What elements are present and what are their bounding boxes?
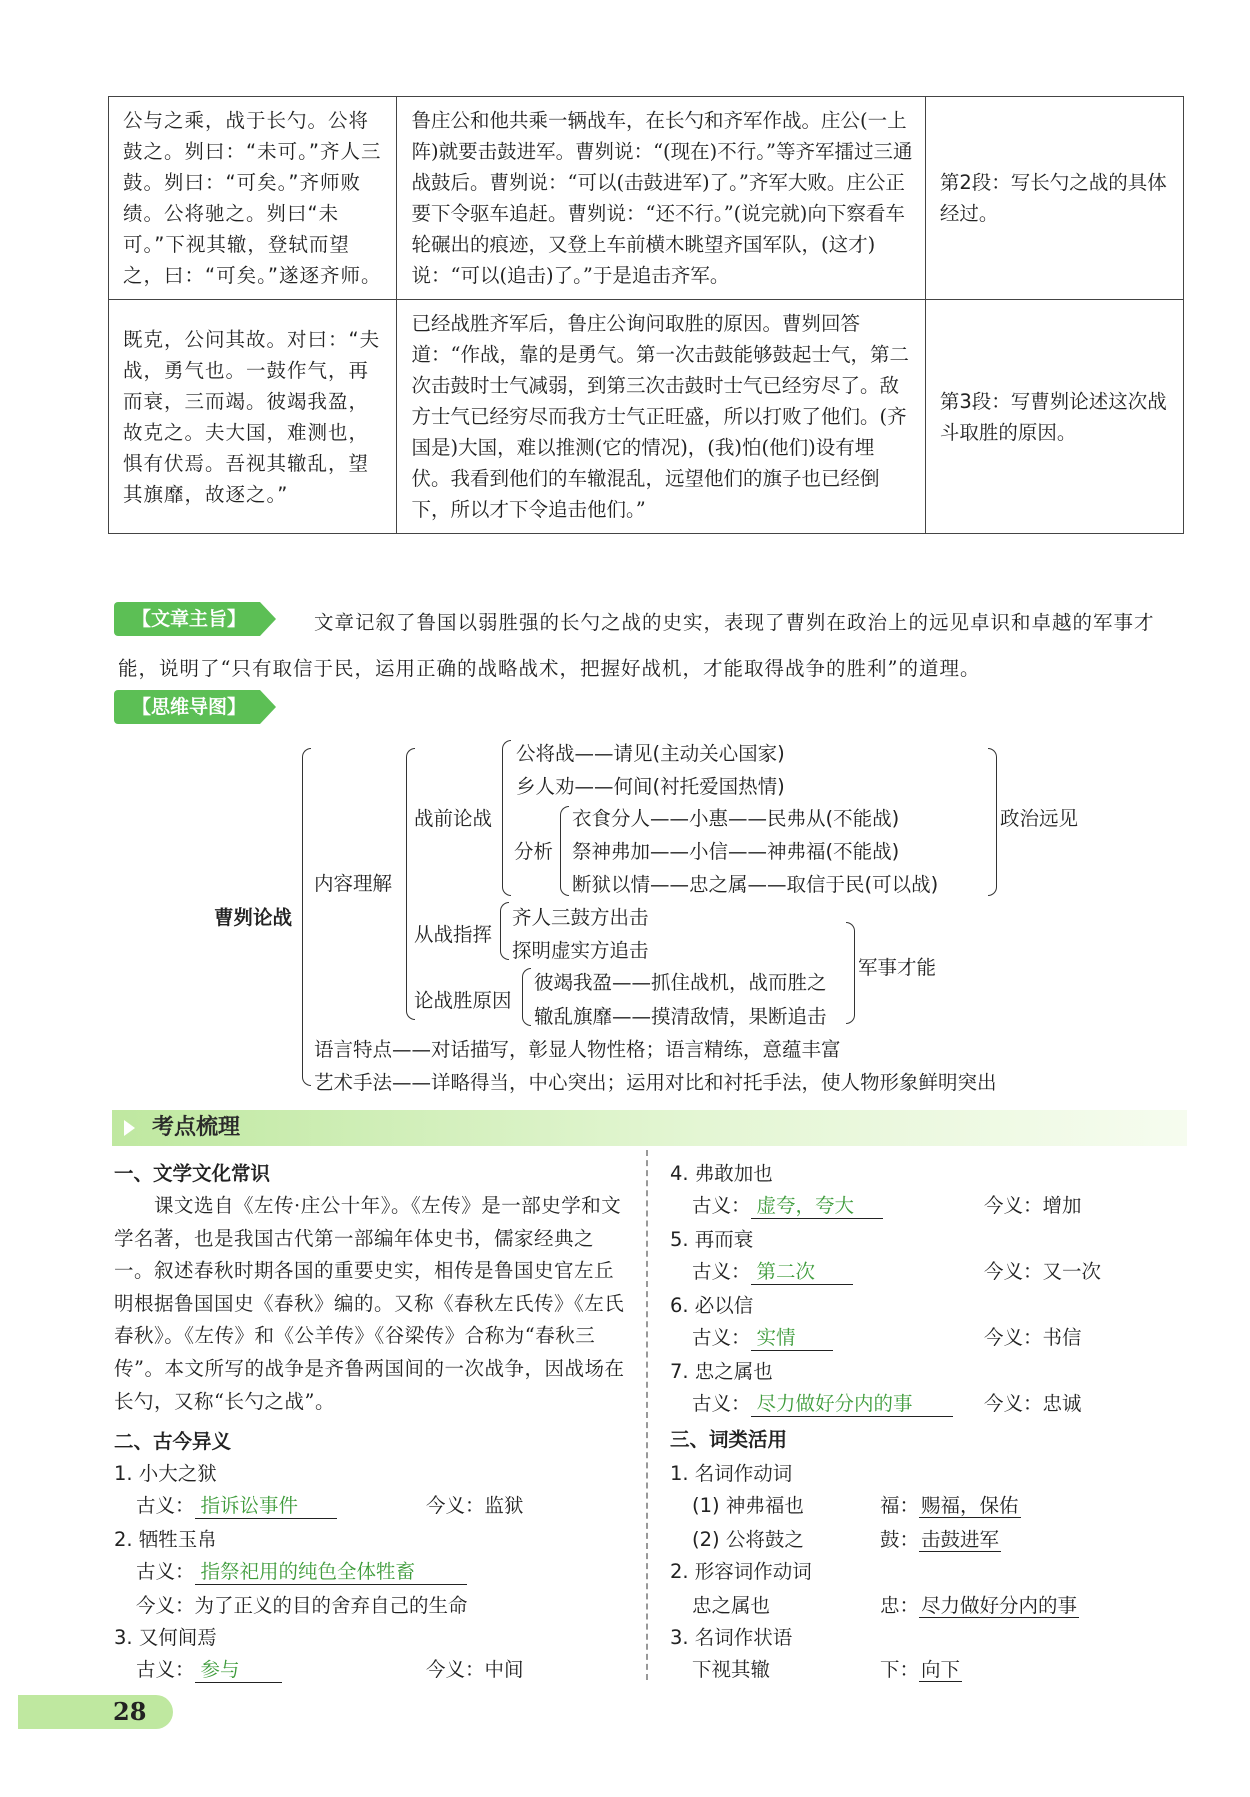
section-header (112, 1110, 1187, 1146)
mindmap-language: 语言特点——对话描写，彰显人物性格；语言精练，意蕴丰富 (314, 1038, 841, 1061)
answer: 尽力做好分内的事 (921, 1594, 1078, 1617)
label: 忠： (880, 1594, 920, 1617)
bracket (502, 740, 511, 896)
example: (2) 公将鼓之 (692, 1528, 804, 1551)
table-row (109, 300, 1184, 534)
mindmap-a2: 祭神弗加——小信——神弗福(不能战) (572, 840, 900, 863)
label: 下： (880, 1658, 920, 1681)
mindmap-a3: 断狱以情——忠之属——取信于民(可以战) (572, 873, 939, 896)
theme-tag: 【文章主旨】 (114, 602, 260, 636)
mindmap-r2: 辙乱旗靡——摸清敌情，果断追击 (534, 1005, 827, 1028)
new-meaning: 今义：监狱 (426, 1494, 524, 1517)
old-meaning (692, 1256, 853, 1285)
page-number-tab (18, 1695, 173, 1729)
bracket (500, 902, 509, 960)
example: (1) 神弗福也 (692, 1494, 804, 1517)
answer: 参与 (195, 1654, 282, 1683)
example: 忠之属也 (692, 1594, 771, 1617)
item-title: 4. 弗敢加也 (670, 1162, 773, 1185)
old-meaning (136, 1490, 337, 1519)
old-meaning (692, 1388, 953, 1417)
answer: 第二次 (751, 1256, 853, 1285)
original-text-cell: 公与之乘，战于长勺。公将鼓之。刿曰：“未可。”齐人三鼓。刿曰：“可矣。”齐师败绩。公将驰之。刿曰“未可。”下视其辙，登轼而望之，曰：“可矣。”遂逐齐师。 (109, 97, 397, 300)
new-meaning: 今义：又一次 (984, 1260, 1102, 1283)
bracket (406, 748, 415, 1020)
label: 古义： (692, 1260, 751, 1283)
answer: 尽力做好分内的事 (751, 1388, 953, 1417)
mindmap-command-node: 从战指挥 (414, 923, 493, 946)
translation-cell: 鲁庄公和他共乘一辆战车，在长勺和齐军作战。庄公(一上阵)就要击鼓进军。曹刿说：“(现在)不行。”等齐军擂过三通战鼓后。曹刿说：“可以(击鼓进军)了。”齐军大败。庄公正要下令驱车追赶。曹刿说：“还不行。”(说完就)向下察看车轮碾出的痕迹，又登上车前横木眺望齐国军队，(这才)说：“可以(追击)了。”于是追击齐军。 (397, 97, 925, 300)
page-number: 28 (113, 1697, 147, 1726)
new-meaning: 今义：忠诚 (984, 1392, 1082, 1415)
section-title: 考点梳理 (152, 1115, 241, 1140)
label: 古义： (136, 1658, 195, 1681)
paragraph-note-cell: 第3段：写曹刿论述这次战斗取胜的原因。 (925, 300, 1183, 534)
label: 古义： (136, 1494, 195, 1517)
mindmap-before-node: 战前论战 (414, 807, 493, 830)
mindmap-a1: 衣食分人——小惠——民弗从(不能战) (572, 807, 900, 830)
item-title: 1. 名词作动词 (670, 1462, 793, 1485)
table-row (109, 97, 1184, 300)
answer: 虚夸，夸大 (751, 1190, 883, 1219)
usage-answer (880, 1524, 1001, 1552)
bracket (522, 968, 531, 1026)
mindmap-reason-node: 论战胜原因 (414, 989, 512, 1012)
bracket (560, 806, 569, 896)
new-meaning: 今义：书信 (984, 1326, 1082, 1349)
answer: 指祭祀用的纯色全体牲畜 (195, 1556, 467, 1585)
column-divider (646, 1150, 648, 1680)
mindmap-b2: 乡人劝——何间(衬托爱国热情) (516, 775, 785, 798)
old-meaning (692, 1322, 833, 1351)
item-title: 2. 形容词作动词 (670, 1560, 812, 1583)
item-title: 2. 牺牲玉帛 (114, 1528, 217, 1551)
label: 古义： (692, 1392, 751, 1415)
mindmap-content-node: 内容理解 (314, 872, 393, 895)
usage-answer (880, 1490, 1021, 1518)
new-meaning: 今义：增加 (984, 1194, 1082, 1217)
mindmap-b1: 公将战——请见(主动关心国家) (516, 742, 785, 765)
item-title: 3. 又何间焉 (114, 1626, 217, 1649)
bracket (302, 748, 311, 1086)
mindmap-r1: 彼竭我盈——抓住战机，战而胜之 (534, 971, 827, 994)
culture-paragraph: 课文选自《左传·庄公十年》。《左传》是一部史学和文学名著，也是我国古代第一部编年体史书，儒家经典之一。叙述春秋时期各国的重要史实，相传是鲁国史官左丘明根据鲁国国史《春秋》编的。又称《春秋左氏传》《左氏春秋》。《左传》和《公羊传》《谷梁传》合称为“春秋三传”。本文所写的战争是齐鲁两国间的一次战争，因战场在长勺，又称“长勺之战”。 (114, 1194, 625, 1413)
new-meaning: 今义：中间 (426, 1658, 524, 1681)
heading-ancient-modern: 二、古今异义 (114, 1430, 232, 1453)
mindmap-c2: 探明虚实方追击 (512, 939, 649, 962)
item-title: 1. 小大之狱 (114, 1462, 217, 1485)
item-title: 6. 必以信 (670, 1294, 754, 1317)
bracket (846, 922, 855, 1024)
theme-text: 文章记叙了鲁国以弱胜强的长勺之战的史实，表现了曹刿在政治上的远见卓识和卓越的军事才能，说明了“只有取信于民，运用正确的战略战术，把握好战机，才能取得战争的胜利”的道理。 (118, 611, 1155, 680)
answer: 指诉讼事件 (195, 1490, 337, 1519)
translation-cell: 已经战胜齐军后，鲁庄公询问取胜的原因。曹刿回答道：“作战，靠的是勇气。第一次击鼓能够鼓起士气，第二次击鼓时士气减弱，到第三次击鼓时士气已经穷尽了。敌方士气已经穷尽而我方士气正旺盛，所以打败了他们。(齐国是)大国，难以推测(它的情况)，(我)怕(他们)设有埋伏。我看到他们的车辙混乱，远望他们的旗子也已经倒下，所以才下令追击他们。” (397, 300, 925, 534)
answer: 实情 (751, 1322, 833, 1351)
mindmap-politics: 政治远见 (1000, 807, 1079, 830)
new-meaning: 今义：为了正义的目的舍弃自己的生命 (136, 1594, 468, 1617)
old-meaning (136, 1654, 282, 1683)
heading-word-class: 三、词类活用 (670, 1428, 788, 1451)
mindmap-art: 艺术手法——详略得当，中心突出；运用对比和衬托手法，使人物形象鲜明突出 (314, 1071, 997, 1094)
paragraph-note-cell: 第2段：写长勺之战的具体经过。 (925, 97, 1183, 300)
usage-answer (880, 1590, 1079, 1618)
label: 福： (880, 1494, 920, 1517)
label: 鼓： (880, 1528, 920, 1551)
mindmap-analysis-node: 分析 (514, 840, 554, 863)
item-title: 5. 再而衰 (670, 1228, 754, 1251)
item-title: 3. 名词作状语 (670, 1626, 793, 1649)
example: 下视其辙 (692, 1658, 771, 1681)
label: 古义： (692, 1326, 751, 1349)
answer: 击鼓进军 (921, 1528, 1000, 1551)
answer: 赐福，保佑 (921, 1494, 1019, 1517)
bracket (988, 748, 997, 896)
old-meaning (692, 1190, 883, 1219)
mindmap-c1: 齐人三鼓方出击 (512, 906, 649, 929)
label: 古义： (692, 1194, 751, 1217)
label: 古义： (136, 1560, 195, 1583)
arrow-icon (124, 1120, 135, 1136)
mindmap-military: 军事才能 (858, 956, 937, 979)
old-meaning (136, 1556, 467, 1585)
usage-answer (880, 1654, 962, 1682)
mindmap-root: 曹刿论战 (214, 906, 293, 929)
item-title: 7. 忠之属也 (670, 1360, 773, 1383)
heading-culture: 一、文学文化常识 (114, 1162, 271, 1185)
mindmap-tag: 【思维导图】 (114, 690, 260, 724)
answer: 向下 (921, 1658, 961, 1681)
translation-table (108, 96, 1184, 534)
original-text-cell: 既克，公问其故。对曰：“夫战，勇气也。一鼓作气，再而衰，三而竭。彼竭我盈，故克之。夫大国，难测也，惧有伏焉。吾视其辙乱，望其旗靡，故逐之。” (109, 300, 397, 534)
